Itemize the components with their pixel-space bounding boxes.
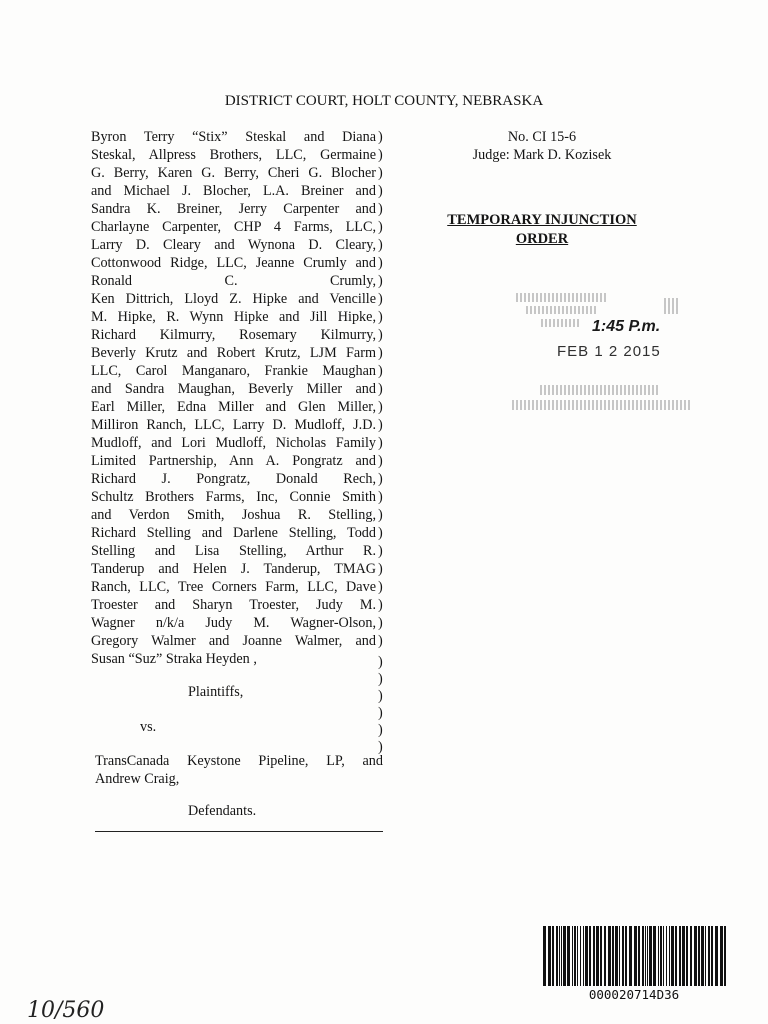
caption-line — [91, 560, 385, 578]
caption-line-text: Steskal, Allpress Brothers, LLC, Germaine — [91, 147, 376, 163]
defendants-names: TransCanada Keystone Pipeline, LP, and — [95, 753, 383, 769]
paren: ) — [378, 507, 383, 523]
caption-line — [91, 452, 385, 470]
stamp-smudge — [664, 298, 680, 314]
barcode-bar — [577, 926, 578, 986]
barcode-bar — [653, 926, 656, 986]
barcode-bar — [622, 926, 624, 986]
caption-line-text: Ronald C. Crumly, — [91, 273, 376, 289]
barcode-bar — [671, 926, 674, 986]
order-title — [440, 211, 644, 249]
barcode-bar — [638, 926, 640, 986]
paren: ) — [378, 183, 383, 199]
paren: ) — [378, 309, 383, 325]
caption-line-text: Troester and Sharyn Troester, Judy M. — [91, 597, 376, 613]
barcode-bar — [629, 926, 632, 986]
caption-line-text: Stelling and Lisa Stelling, Arthur R. — [91, 543, 376, 559]
caption-line — [91, 344, 385, 362]
caption-line — [91, 236, 385, 254]
case-number: No. CI 15-6 — [507, 129, 577, 145]
paren: ) — [378, 147, 383, 163]
barcode-bar — [548, 926, 551, 986]
barcode-bar — [658, 926, 659, 986]
caption-parentheses — [378, 654, 388, 756]
handwritten-note: 10/560 — [27, 998, 105, 1023]
caption-line — [91, 326, 385, 344]
barcode-bar — [596, 926, 599, 986]
caption-line-text: and Michael J. Blocher, L.A. Breiner and — [91, 183, 376, 199]
court-header: DISTRICT COURT, HOLT COUNTY, NEBRASKA — [224, 93, 544, 109]
caption-line-text: Richard Stelling and Darlene Stelling, Todd — [91, 525, 376, 541]
paren: ) — [378, 417, 383, 433]
barcode-bar — [682, 926, 685, 986]
paren: ) — [378, 471, 383, 487]
paren: ) — [378, 561, 383, 577]
paren: ) — [378, 453, 383, 469]
barcode-bar — [711, 926, 713, 986]
caption-line — [91, 272, 385, 290]
paren: ) — [378, 129, 383, 145]
caption-line-text: Wagner n/k/a Judy M. Wagner-Olson, — [91, 615, 376, 631]
stamp-date: FEB 1 2 2015 — [557, 343, 661, 360]
caption-line-text: Earl Miller, Edna Miller and Glen Miller, — [91, 399, 376, 415]
caption-line — [91, 164, 385, 182]
barcode-bar — [701, 926, 704, 986]
barcode-bar — [642, 926, 644, 986]
barcode-bar — [563, 926, 566, 986]
case-info — [440, 128, 644, 164]
barcode-bar — [619, 926, 620, 986]
barcode-bar — [585, 926, 588, 986]
paren: ) — [378, 525, 383, 541]
paren: ) — [378, 201, 383, 217]
caption-line-text: Ranch, LLC, Tree Corners Farm, LLC, Dave — [91, 579, 376, 595]
paren: ) — [378, 654, 383, 670]
caption-line-text: M. Hipke, R. Wynn Hipke and Jill Hipke, — [91, 309, 376, 325]
paren: ) — [378, 381, 383, 397]
paren: ) — [378, 165, 383, 181]
caption-line-text: Susan “Suz” Straka Heyden , — [91, 651, 257, 667]
barcode-bar — [556, 926, 558, 986]
paren: ) — [378, 363, 383, 379]
caption-line-text: Cottonwood Ridge, LLC, Jeanne Crumly and — [91, 255, 376, 271]
paren: ) — [378, 739, 383, 755]
barcode-bar — [645, 926, 646, 986]
stamp-time: 1:45 P.m. — [592, 318, 661, 335]
caption-line — [91, 488, 385, 506]
stamp-smudge — [512, 400, 692, 410]
caption-line — [91, 128, 385, 146]
caption-line-text: Beverly Krutz and Robert Krutz, LJM Farm — [91, 345, 376, 361]
barcode-bar — [559, 926, 560, 986]
barcode-bar — [669, 926, 670, 986]
caption-line — [91, 290, 385, 308]
paren: ) — [378, 615, 383, 631]
caption-line — [91, 470, 385, 488]
caption-line — [91, 578, 385, 596]
paren: ) — [378, 489, 383, 505]
caption-line-text: Limited Partnership, Ann A. Pongratz and — [91, 453, 376, 469]
barcode-bar — [679, 926, 681, 986]
barcode-bar — [561, 926, 562, 986]
barcode-bar — [698, 926, 700, 986]
barcode-bar — [604, 926, 606, 986]
barcode-bar — [705, 926, 706, 986]
caption-line-text: and Sandra Maughan, Beverly Miller and — [91, 381, 376, 397]
defendants-label: Defendants. — [188, 803, 257, 819]
caption-line — [91, 596, 385, 614]
stamp-smudge — [540, 385, 660, 395]
paren: ) — [378, 399, 383, 415]
caption-line-text: Schultz Brothers Farms, Inc, Connie Smith — [91, 489, 376, 505]
caption-line — [91, 434, 385, 452]
barcode-bar — [589, 926, 591, 986]
caption-line-text: and Verdon Smith, Joshua R. Stelling, — [91, 507, 376, 523]
caption-line-text: Gregory Walmer and Joanne Walmer, and — [91, 633, 376, 649]
order-title-line2: ORDER — [515, 231, 569, 247]
barcode-bar — [625, 926, 627, 986]
paren: ) — [378, 688, 383, 704]
caption-line — [91, 146, 385, 164]
stamp-smudge — [541, 319, 581, 327]
barcode-bar — [634, 926, 637, 986]
barcode-bar — [715, 926, 718, 986]
caption-line-text: LLC, Carol Manganaro, Frankie Maughan — [91, 363, 376, 379]
paren: ) — [378, 327, 383, 343]
caption-line-text: Tanderup and Helen J. Tanderup, TMAG — [91, 561, 376, 577]
paren: ) — [378, 671, 383, 687]
paren: ) — [378, 345, 383, 361]
barcode-bar — [600, 926, 602, 986]
barcode-bar — [574, 926, 576, 986]
barcode-bar — [686, 926, 688, 986]
caption-line — [91, 416, 385, 434]
barcode-bar — [612, 926, 614, 986]
barcode-bar — [690, 926, 692, 986]
barcode-number: 000020714D36 — [588, 987, 680, 1002]
caption-line — [91, 632, 385, 650]
barcode-bar — [580, 926, 581, 986]
paren: ) — [378, 273, 383, 289]
barcode-bar — [647, 926, 648, 986]
caption-line-text: Ken Dittrich, Lloyd Z. Hipke and Vencille — [91, 291, 376, 307]
barcode-bar — [660, 926, 662, 986]
caption-line — [91, 200, 385, 218]
barcode-bar — [649, 926, 652, 986]
caption-line-text: Richard J. Pongratz, Donald Rech, — [91, 471, 376, 487]
defendants-names-cont: Andrew Craig, — [95, 771, 180, 787]
barcode — [540, 926, 728, 1004]
paren: ) — [378, 291, 383, 307]
barcode-bar — [572, 926, 573, 986]
barcode-bar — [608, 926, 611, 986]
caption-line-text: G. Berry, Karen G. Berry, Cheri G. Blocher — [91, 165, 376, 181]
barcode-bars — [543, 926, 727, 986]
barcode-bar — [583, 926, 584, 986]
caption-line-text: Richard Kilmurry, Rosemary Kilmurry, — [91, 327, 376, 343]
paren: ) — [378, 255, 383, 271]
paren: ) — [378, 237, 383, 253]
barcode-bar — [567, 926, 570, 986]
caption-line-text: Mudloff, and Lori Mudloff, Nicholas Family — [91, 435, 376, 451]
caption-line-text: Charlayne Carpenter, CHP 4 Farms, LLC, — [91, 219, 376, 235]
barcode-bar — [666, 926, 667, 986]
caption-line — [91, 380, 385, 398]
barcode-bar — [543, 926, 546, 986]
caption-line-text: Milliron Ranch, LLC, Larry D. Mudloff, J.D. — [91, 417, 376, 433]
caption-line-text: Larry D. Cleary and Wynona D. Cleary, — [91, 237, 376, 253]
barcode-bar — [720, 926, 723, 986]
caption-line — [91, 542, 385, 560]
caption-line — [91, 650, 385, 668]
paren: ) — [378, 219, 383, 235]
paren: ) — [378, 435, 383, 451]
caption-line — [91, 308, 385, 326]
plaintiffs-label: Plaintiffs, — [188, 684, 244, 700]
barcode-bar — [615, 926, 618, 986]
order-title-line1: TEMPORARY INJUNCTION — [447, 212, 637, 228]
paren: ) — [378, 543, 383, 559]
paren: ) — [378, 597, 383, 613]
paren: ) — [378, 722, 383, 738]
barcode-bar — [593, 926, 595, 986]
barcode-bar — [708, 926, 710, 986]
vs-label: vs. — [140, 719, 157, 735]
judge-name: Judge: Mark D. Kozisek — [472, 147, 612, 163]
caption-line — [91, 218, 385, 236]
caption-line — [91, 524, 385, 542]
caption-line — [91, 614, 385, 632]
barcode-bar — [694, 926, 697, 986]
caption-line — [91, 506, 385, 524]
caption-line — [91, 254, 385, 272]
caption-line — [91, 182, 385, 200]
paren: ) — [378, 705, 383, 721]
caption-line — [91, 398, 385, 416]
paren: ) — [378, 579, 383, 595]
barcode-bar — [675, 926, 677, 986]
caption-line — [91, 362, 385, 380]
caption-line-text: Sandra K. Breiner, Jerry Carpenter and — [91, 201, 376, 217]
caption-line-text: Byron Terry “Stix” Steskal and Diana — [91, 129, 376, 145]
barcode-bar — [552, 926, 554, 986]
paren: ) — [378, 633, 383, 649]
stamp-smudge — [526, 306, 598, 314]
stamp-smudge — [516, 293, 608, 302]
barcode-bar — [724, 926, 726, 986]
barcode-bar — [663, 926, 664, 986]
caption-divider — [95, 831, 383, 832]
